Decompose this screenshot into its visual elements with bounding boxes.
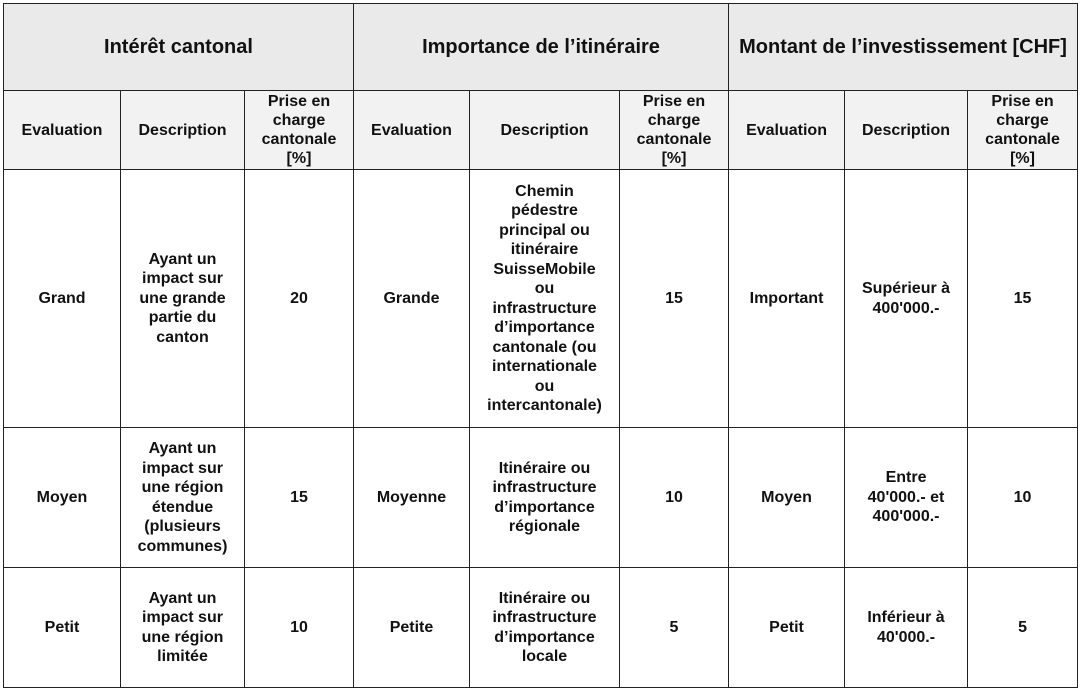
interest-description-cell — [121, 568, 245, 688]
investment-evaluation-cell: Petit — [729, 568, 845, 688]
interest-evaluation-cell: Petit — [4, 568, 121, 688]
interest-evaluation-cell: Grand — [4, 170, 121, 428]
table-row — [4, 170, 1078, 428]
investment-description-cell — [845, 170, 968, 428]
table-row — [4, 568, 1078, 688]
column-header-share: Prise en charge cantonale [%] — [620, 91, 729, 170]
table-row — [4, 428, 1078, 568]
investment-description-text: Entre 40'000.- et 400'000.- — [867, 469, 945, 526]
interest-share-cell: 15 — [245, 428, 354, 568]
importance-evaluation-cell: Grande — [354, 170, 470, 428]
interest-description-cell — [121, 170, 245, 428]
importance-description-cell — [470, 568, 620, 688]
importance-share-cell: 10 — [620, 428, 729, 568]
importance-description-text: Itinéraire ou infrastructure d’importance locale — [492, 589, 597, 665]
group-header-investment: Montant de l’investissement [CHF] — [729, 4, 1078, 91]
importance-description-cell — [470, 428, 620, 568]
interest-description-text: Ayant un impact sur une région limitée — [141, 589, 224, 665]
investment-description-text: Inférieur à 40'000.- — [867, 609, 945, 646]
importance-evaluation-cell: Petite — [354, 568, 470, 688]
investment-evaluation-cell: Moyen — [729, 428, 845, 568]
column-header-description: Description — [121, 91, 245, 170]
investment-share-cell: 10 — [968, 428, 1078, 568]
subsidy-criteria-table — [3, 3, 1078, 688]
investment-evaluation-cell: Important — [729, 170, 845, 428]
investment-description-text: Supérieur à 400'000.- — [862, 280, 951, 317]
column-header-description: Description — [845, 91, 968, 170]
interest-share-cell: 10 — [245, 568, 354, 688]
column-header-row — [4, 91, 1078, 170]
group-header-importance: Importance de l’itinéraire — [354, 4, 729, 91]
importance-description-text: Itinéraire ou infrastructure d’importance régionale — [492, 459, 597, 535]
interest-evaluation-cell: Moyen — [4, 428, 121, 568]
investment-share-cell: 15 — [968, 170, 1078, 428]
column-header-share: Prise en charge cantonale [%] — [245, 91, 354, 170]
importance-description-text: Chemin pédestre principal ou itinéraire SuisseMobile ou infrastructure d’importance cantonale (ou internationale ou intercantonale) — [487, 182, 602, 414]
column-header-evaluation: Evaluation — [4, 91, 121, 170]
interest-description-text: Ayant un impact sur une grande partie du canton — [139, 250, 226, 346]
interest-description-cell — [121, 428, 245, 568]
column-header-description: Description — [470, 91, 620, 170]
investment-share-cell: 5 — [968, 568, 1078, 688]
column-header-share: Prise en charge cantonale [%] — [968, 91, 1078, 170]
investment-description-cell — [845, 428, 968, 568]
importance-share-cell: 5 — [620, 568, 729, 688]
group-header-row — [4, 4, 1078, 91]
column-header-evaluation: Evaluation — [729, 91, 845, 170]
interest-share-cell: 20 — [245, 170, 354, 428]
interest-description-text: Ayant un impact sur une région étendue (plusieurs communes) — [137, 440, 228, 555]
importance-evaluation-cell: Moyenne — [354, 428, 470, 568]
group-header-interest: Intérêt cantonal — [4, 4, 354, 91]
investment-description-cell — [845, 568, 968, 688]
importance-share-cell: 15 — [620, 170, 729, 428]
column-header-evaluation: Evaluation — [354, 91, 470, 170]
importance-description-cell — [470, 170, 620, 428]
